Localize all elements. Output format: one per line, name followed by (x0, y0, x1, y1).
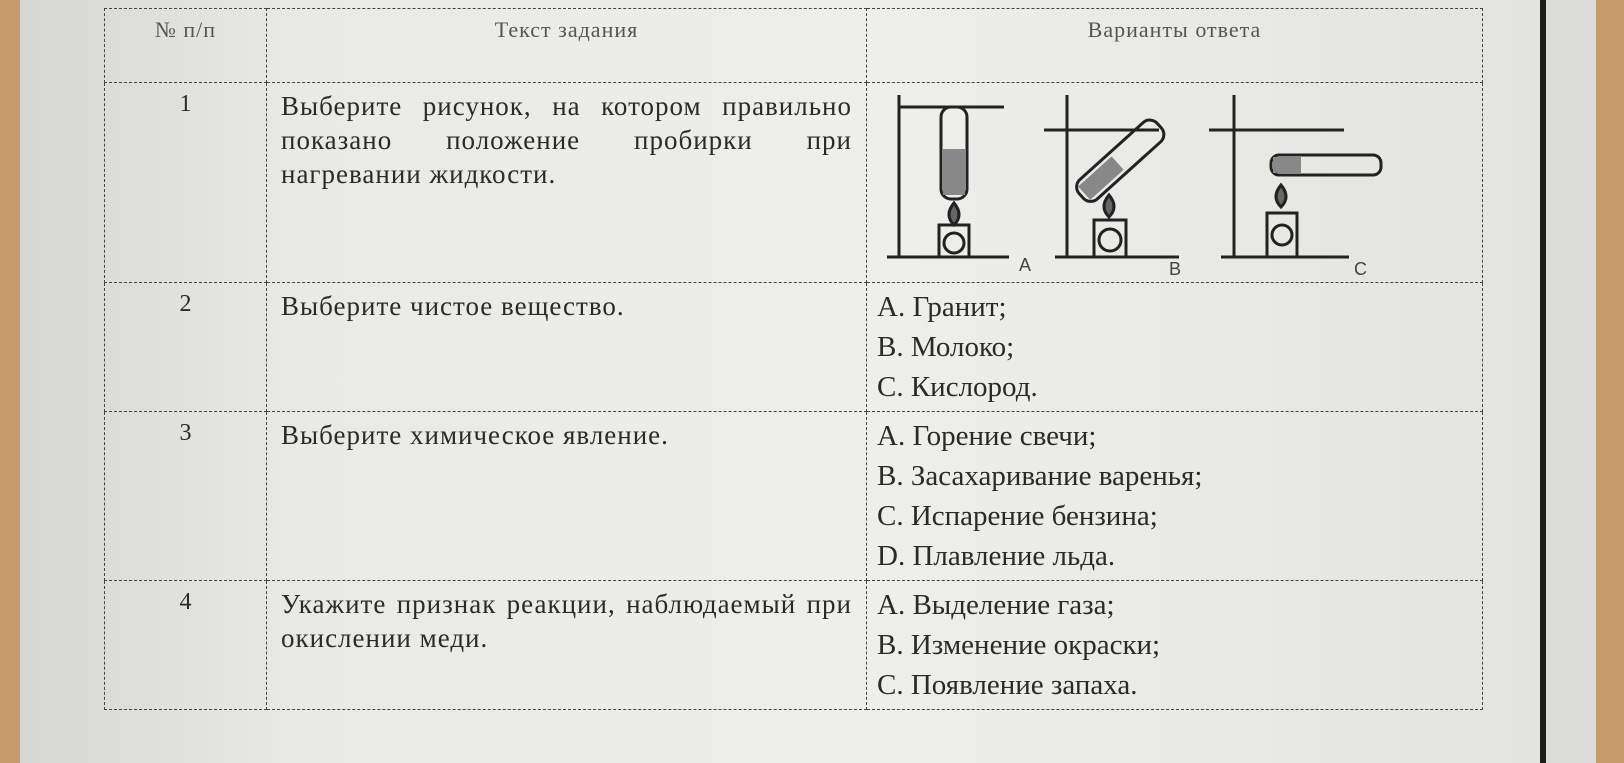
lab-apparatus-figure (869, 85, 1479, 277)
table-row (105, 283, 1483, 412)
task-text: Укажите признак реакции, наблюдаемый при окислении меди. (267, 581, 867, 710)
table-row (105, 581, 1483, 710)
answer-figure (867, 83, 1483, 283)
answer-options (867, 581, 1483, 710)
answer-option: А. Гранит; (877, 291, 1007, 323)
answer-options (867, 412, 1483, 581)
tasks-table (104, 8, 1483, 710)
header-num: № п/п (105, 9, 267, 83)
answer-option: С. Испарение бензина; (877, 500, 1158, 532)
figure-b-tilted-tube (1044, 95, 1179, 257)
header-answers: Варианты ответа (867, 9, 1483, 83)
answer-option: В. Молоко; (877, 331, 1015, 363)
figure-label-a: A (1019, 255, 1032, 275)
row-number: 1 (105, 83, 267, 283)
row-number: 3 (105, 412, 267, 581)
table-row (105, 412, 1483, 581)
answer-option: С. Кислород. (877, 371, 1038, 403)
header-row (105, 9, 1483, 83)
header-task: Текст задания (267, 9, 867, 83)
task-text: Выберите рисунок, на котором правильно показано положение пробирки при нагревании жидкости. (267, 83, 867, 283)
answer-option: D. Плавление льда. (877, 540, 1116, 572)
row-number: 4 (105, 581, 267, 710)
answer-option: А. Горение свечи; (877, 420, 1097, 452)
table-row (105, 83, 1483, 283)
row-number: 2 (105, 283, 267, 412)
task-text: Выберите чистое вещество. (267, 283, 867, 412)
answer-option: А. Выделение газа; (877, 589, 1115, 621)
task-text: Выберите химическое явление. (267, 412, 867, 581)
figure-a-vertical-tube (887, 95, 1009, 257)
figure-c-horizontal-tube (1209, 95, 1381, 257)
answer-options (867, 283, 1483, 412)
paper-margin (1546, 0, 1596, 763)
figure-label-b: B (1169, 259, 1182, 277)
answer-option: В. Засахаривание варенья; (877, 460, 1203, 492)
answer-option: В. Изменение окраски; (877, 629, 1161, 661)
answer-option: С. Появление запаха. (877, 669, 1138, 701)
figure-label-c: C (1354, 259, 1367, 277)
